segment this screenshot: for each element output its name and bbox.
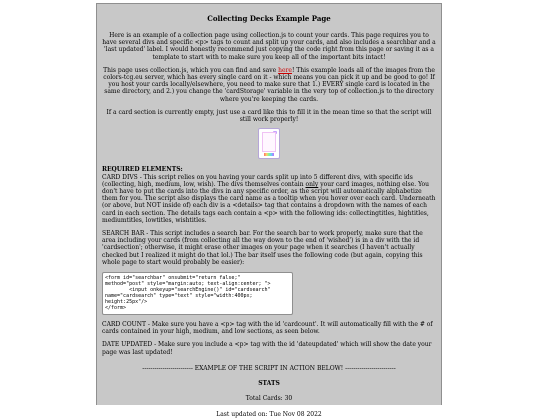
card-count: Total Cards: 30 [245, 395, 293, 403]
required-elements-heading: REQUIRED ELEMENTS: [102, 166, 183, 174]
card-divs-paragraph [102, 174, 436, 224]
placeholder-card-image [258, 128, 280, 159]
card-divs-only: only [305, 180, 319, 188]
page-title: Collecting Decks Example Page [207, 14, 331, 23]
empty-section-paragraph: If a card section is currently empty, just use a card like this to fill it in the mean time so that the script will still work properly! [106, 108, 432, 124]
card-count-paragraph: CARD COUNT - Make sure you have a <p> tag with the id 'cardcount'. It will automatically fill with the # of cards contained in your high, medium, and low sections, as seen below. [102, 321, 433, 336]
intro-paragraph: Here is an example of a collection page using collection.js to count your cards. This page requires you to have several divs and specific <p> tags to count and split up your cards, and also includes a searchbar and a 'last updated' label. I would honestly recommend just copying the code right from this page or saving it as a template to start with to make sure you keep all of the important bits intact! [102, 32, 436, 61]
card-divs-text-a: CARD DIVS - This script relies on you having your cards split up into 5 different divs, with specific ids (collecting, high, medium, low, wish). The divs themselves contain [102, 173, 413, 188]
stats-heading: STATS [258, 380, 280, 388]
example-divider: ------------------------- EXAMPLE OF THE SCRIPT IN ACTION BELOW! ------------------------- [142, 364, 396, 372]
card-art [262, 132, 276, 152]
date-updated: Last updated on: Tue Nov 08 2022 [216, 410, 322, 418]
here-link[interactable]: here [278, 66, 292, 74]
content-panel [96, 3, 442, 418]
collection-js-paragraph [102, 67, 436, 103]
collection-js-text-a: This page uses collection.js, which you can find and save [103, 66, 277, 74]
placeholder-card-wrapper [102, 128, 436, 161]
card-divs-text-b: your card images, nothing else. You don't have to put the cards into the divs in any specific order, as the script will automatically alphabetize them for you. The script also displays the card name as a tooltip when you hover over each card. Underneath (or above, but NOT inside of) each div is a <details> tag that contains a dropdown with the names of each card in each section. The details tags each contain a <p> with the following ids: collectingtitles, hightitles, mediumtitles, lowtitles, wishtitles. [102, 180, 436, 224]
collection-js-text-b: ! This example loads all of the images from the colors-tcg.eu server, which has every single card on it - which means you can pick it up and be good to go! If you host your cards locally/elsewhere, you need to make sure that 1.) EVERY single card is located in the same directory, and 2.) you change the 'cardStorage' variable in the very top of collection.js to the directory where you're keeping the cards. [103, 66, 435, 103]
date-updated-paragraph: DATE UPDATED - Make sure you include a <p> tag with the id 'dateupdated' which will show the date your page was last updated! [102, 341, 432, 356]
card-rainbow-bar [264, 153, 274, 156]
searchbar-code-textarea[interactable] [102, 272, 293, 315]
search-bar-paragraph: SEARCH BAR - This script includes a search bar. For the search bar to work properly, make sure that the area including your cards (from collecting all the way down to the end of 'wished') is in a div with the id 'cardsection'; otherwise, it might erase other images on your page when it searches (I haven't actually checked but I realized it might do that lol.) The bar itself uses the following code (but again, copying this whole page to start would probably be easier): [102, 230, 423, 266]
